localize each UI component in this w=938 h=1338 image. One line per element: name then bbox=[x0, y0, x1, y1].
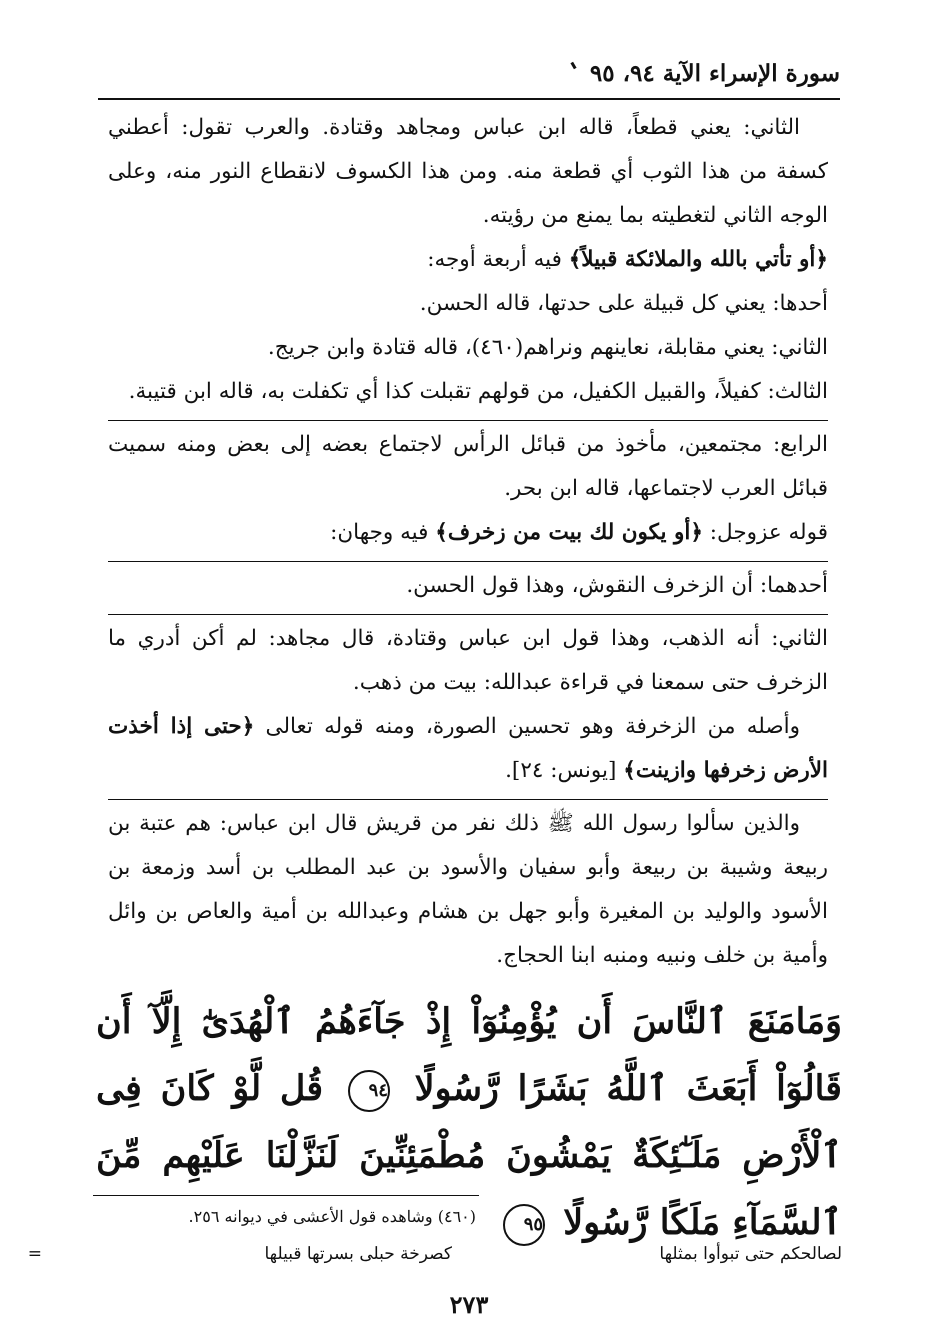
text-run: فيه أربعة أوجه: bbox=[427, 247, 569, 272]
ayah-text: وَمَامَنَعَ ٱلنَّاسَ أَن يُؤْمِنُوٓاْ إِذْ جَآءَهُمُ ٱلْهُدَىٰٓ إِلَّآ أَن قَالُوٓاْ أَبَعَثَ ٱللَّهُ بَشَرًا رَّسُولًا bbox=[96, 1001, 843, 1109]
paragraph: الرابع: مجتمعين، مأخوذ من قبائل الرأس لاجتماع بعضه إلى بعض ومنه سميت قبائل العرب لاجتماعها، قاله ابن بحر. bbox=[108, 432, 828, 501]
quran-quote: ﴿حتى إذا أخذت الأرض زخرفها وازينت﴾ bbox=[108, 714, 828, 783]
divider bbox=[108, 614, 828, 615]
divider bbox=[108, 799, 828, 800]
paragraph bbox=[108, 511, 828, 555]
page-number: ٢٧٣ bbox=[449, 1290, 489, 1319]
quran-quote: ﴿أو تأتي بالله والملائكة قبيلاً﴾ bbox=[568, 247, 828, 272]
text-run: فيه وجهان: bbox=[330, 520, 436, 545]
ayah-number-95: ٩٥ bbox=[503, 1204, 545, 1246]
paragraph: الثالث: كفيلاً، والقبيل الكفيل، من قولهم تقبلت كذا أي تكفلت به، قاله ابن قتيبة. bbox=[128, 379, 828, 404]
body-text bbox=[108, 106, 828, 978]
page-header bbox=[98, 58, 840, 100]
paragraph: والذين سألوا رسول الله ﷺ ذلك نفر من قريش قال ابن عباس: هم عتبة بن ربيعة وشيبة بن ربيعة وأبو سفيان والأسود بن عبد المطلب بن أسد وزمعة بن الأسود والوليد بن المغيرة وأبو جهل بن هشام وعبدالله بن أمية والعاص بن وائل وأمية بن خلف ونبيه ومنبه ابنا الحجاج. bbox=[108, 811, 828, 968]
paragraph bbox=[108, 705, 828, 793]
footnote-rule bbox=[93, 1195, 479, 1196]
continuation-mark: = bbox=[27, 1244, 42, 1264]
ayah-number-94: ٩٤ bbox=[348, 1070, 390, 1112]
footnote: (٤٦٠) وشاهده قول الأعشى في ديوانه ٢٥٦. bbox=[188, 1207, 476, 1226]
paragraph: أحدها: يعني كل قبيلة على حدتها، قاله الحسن. bbox=[419, 291, 828, 316]
quran-quote: ﴿أو يكون لك بيت من زخرف﴾ bbox=[435, 520, 703, 545]
ayah-text: قُل لَّوْ كَانَ فِى ٱلْأَرْضِ مَلَـٰٓئِكَةٌ يَمْشُونَ مُطْمَئِنِّينَ لَنَزَّلْنَا عَلَيْهِم مِّنَ ٱلسَّمَآءِ مَلَكًا رَّسُولًا bbox=[96, 1068, 842, 1243]
divider bbox=[108, 561, 828, 562]
verse-second-hemistich: كصرخة حبلى بسرتها قبيلها bbox=[264, 1244, 452, 1264]
paragraph: الثاني: يعني مقابلة، نعاينهم ونراهم(٤٦٠)، قاله قتادة وابن جريج. bbox=[267, 335, 828, 360]
paragraph bbox=[108, 238, 828, 282]
paragraph: الثاني: أنه الذهب، وهذا قول ابن عباس وقتادة، قال مجاهد: لم أكن أدري ما الزخرف حتى سمعنا في قراءة عبدالله: بيت من ذهب. bbox=[108, 626, 828, 695]
poetry-verse bbox=[27, 1240, 842, 1268]
divider bbox=[108, 420, 828, 421]
verse-first-hemistich: لصالحكم حتى تبوأوا بمثلها bbox=[659, 1244, 842, 1264]
text-run: وأصله من الزخرفة وهو تحسين الصورة، ومنه قوله تعالى bbox=[254, 714, 800, 739]
paragraph: الثاني: يعني قطعاً، قاله ابن عباس ومجاهد وقتادة. والعرب تقول: أعطني كسفة من هذا الثوب أي قطعة منه. ومن هذا الكسوف لانقطاع النور منه، وعلى الوجه الثاني لتغطيته بما يمنع من رؤيته. bbox=[108, 115, 828, 228]
text-run: قوله عزوجل: bbox=[702, 520, 828, 545]
text-run: [يونس: ٢٤]. bbox=[505, 758, 624, 783]
running-title: سورة الإسراء الآية ٩٤، ٩٥ bbox=[589, 60, 840, 87]
paragraph: أحدهما: أن الزخرف النقوش، وهذا قول الحسن. bbox=[406, 573, 828, 598]
